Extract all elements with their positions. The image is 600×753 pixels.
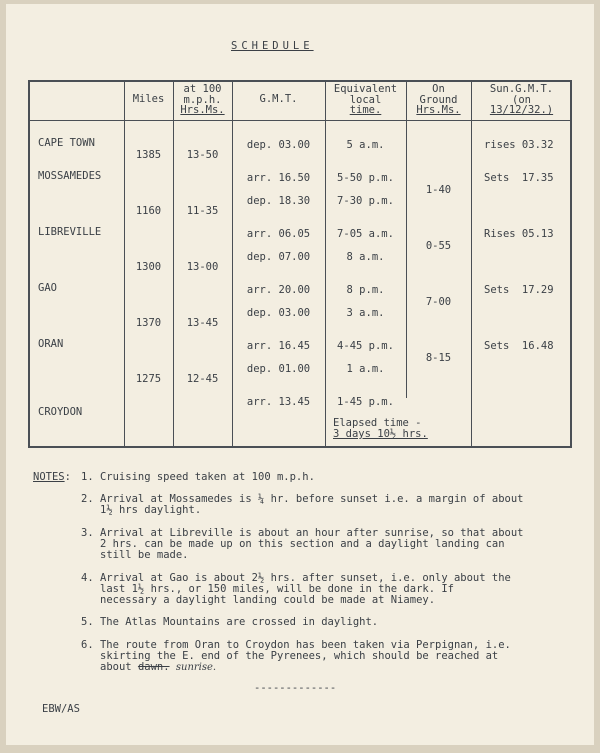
column-divider — [232, 82, 233, 446]
leg-miles: 1300 — [135, 261, 162, 273]
header-rule — [30, 120, 570, 121]
note-line: 2 hrs. can be made up on this section and a daylight landing can — [100, 538, 505, 550]
gmt-time: arr. 20.00 — [246, 284, 311, 296]
elapsed-value: 3 days 10½ hrs. — [333, 428, 428, 440]
place-name: LIBREVILLE — [38, 226, 102, 238]
leg-miles: 1160 — [135, 205, 162, 217]
note-line: necessary a daylight landing could be made at Niamey. — [100, 594, 436, 606]
column-divider — [471, 82, 472, 446]
local-time: 1 a.m. — [346, 363, 385, 375]
struck-word: dawn. — [137, 661, 170, 673]
note-line: last 1½ hrs., or 150 miles, will be done in the dark. If — [100, 583, 455, 595]
gmt-time: arr. 06.05 — [246, 228, 311, 240]
elapsed-label: Elapsed time - — [333, 417, 422, 429]
sun-time: Sets 16.48 — [484, 340, 554, 352]
header-local-time: Equivalent local time. — [333, 83, 398, 116]
place-name: GAO — [38, 282, 57, 294]
ground-time: 0-55 — [425, 240, 452, 252]
gmt-time: arr. 16.45 — [246, 340, 311, 352]
sun-time: Rises 05.13 — [484, 228, 554, 240]
note-line: 2. Arrival at Mossamedes is ¼ hr. before sunset i.e. a margin of about — [81, 493, 524, 505]
notes-heading: NOTES: — [33, 471, 71, 483]
note-line: 1½ hrs daylight. — [100, 504, 202, 516]
gmt-time: dep. 03.00 — [246, 307, 311, 319]
note-line: 5. The Atlas Mountains are crossed in daylight. — [81, 616, 379, 628]
sun-time: rises 03.32 — [484, 139, 554, 151]
ground-time: 8-15 — [425, 352, 452, 364]
note-line-last: about dawn. sunrise. — [100, 661, 217, 673]
divider-line: ------------- — [254, 682, 337, 694]
place-name: CROYDON — [38, 406, 83, 418]
leg-time: 11-35 — [186, 205, 219, 217]
page-title: SCHEDULE — [231, 40, 314, 52]
leg-time: 13-50 — [186, 149, 219, 161]
place-name: ORAN — [38, 338, 64, 350]
gmt-time: dep. 03.00 — [246, 139, 311, 151]
note-line: still be made. — [100, 549, 189, 561]
note-line: 1. Cruising speed taken at 100 m.p.h. — [81, 471, 315, 483]
gmt-time: arr. 13.45 — [246, 396, 311, 408]
header-speed: at 100 m.p.h. Hrs.Ms. — [180, 83, 225, 116]
leg-time: 13-00 — [186, 261, 219, 273]
local-time: 1-45 p.m. — [337, 396, 394, 408]
gmt-time: dep. 01.00 — [246, 363, 311, 375]
note-line: 3. Arrival at Libreville is about an hour after sunrise, so that about — [81, 527, 524, 539]
sun-time: Sets 17.35 — [484, 172, 554, 184]
note-line: skirting the E. end of the Pyrenees, which should be reached at — [100, 650, 499, 662]
ground-time: 1-40 — [425, 184, 452, 196]
note-line: 4. Arrival at Gao is about 2½ hrs. after sunset, i.e. only about the — [81, 572, 511, 584]
place-name: CAPE TOWN — [38, 137, 95, 149]
local-time: 3 a.m. — [346, 307, 385, 319]
local-time: 5-50 p.m. — [337, 172, 394, 184]
gmt-time: arr. 16.50 — [246, 172, 311, 184]
local-time: 8 p.m. — [346, 284, 385, 296]
header-on-ground: On Ground Hrs.Ms. — [416, 83, 461, 116]
leg-miles: 1275 — [135, 373, 162, 385]
sun-time: Sets 17.29 — [484, 284, 554, 296]
header-miles: Miles — [132, 93, 165, 105]
leg-miles: 1370 — [135, 317, 162, 329]
ground-time: 7-00 — [425, 296, 452, 308]
local-time: 7-05 a.m. — [337, 228, 394, 240]
column-divider — [325, 82, 326, 446]
leg-time: 12-45 — [186, 373, 219, 385]
header-gmt: G.M.T. — [259, 93, 298, 105]
leg-miles: 1385 — [135, 149, 162, 161]
gmt-time: dep. 07.00 — [246, 251, 311, 263]
local-time: 4-45 p.m. — [337, 340, 394, 352]
header-sun: Sun.G.M.T. (on 13/12/32.) — [489, 83, 554, 116]
leg-time: 13-45 — [186, 317, 219, 329]
handwritten-correction: sunrise. — [175, 662, 217, 673]
local-time: 8 a.m. — [346, 251, 385, 263]
gmt-time: dep. 18.30 — [246, 195, 311, 207]
typist-initials: EBW/AS — [42, 703, 80, 715]
document-page — [6, 4, 594, 745]
place-name: MOSSAMEDES — [38, 170, 102, 182]
schedule-table — [28, 80, 572, 448]
note-line: 6. The route from Oran to Croydon has been taken via Perpignan, i.e. — [81, 639, 511, 651]
local-time: 7-30 p.m. — [337, 195, 394, 207]
local-time: 5 a.m. — [346, 139, 385, 151]
column-divider — [406, 82, 407, 398]
